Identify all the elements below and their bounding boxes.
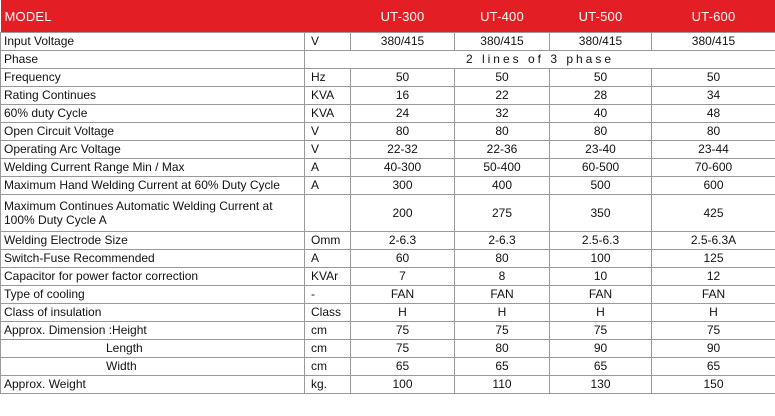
row-value: 80	[550, 123, 652, 141]
row-value: 65	[351, 358, 455, 376]
row-value: 425	[652, 195, 775, 232]
row-value: 380/415	[455, 33, 550, 51]
row-value: 65	[455, 358, 550, 376]
row-unit: A	[305, 159, 351, 177]
row-unit: Class	[305, 304, 351, 322]
row-input-voltage	[1, 33, 775, 51]
row-label: Switch-Fuse Recommended	[1, 250, 305, 268]
row-value: 75	[652, 322, 775, 340]
row-value: 100	[550, 250, 652, 268]
row-label: Approx. Dimension :Height	[1, 322, 305, 340]
row-label: Frequency	[1, 69, 305, 87]
row-value: 70-600	[652, 159, 775, 177]
row-label: Input Voltage	[1, 33, 305, 51]
row-value: 22	[455, 87, 550, 105]
row-label: Length	[1, 340, 305, 358]
row-value: 50	[455, 69, 550, 87]
model-ut-600-header: UT-600	[652, 0, 775, 33]
row-value: 23-40	[550, 141, 652, 159]
row-label: Open Circuit Voltage	[1, 123, 305, 141]
row-value: 2.5-6.3A	[652, 232, 775, 250]
row-unit: Hz	[305, 69, 351, 87]
row-unit: cm	[305, 322, 351, 340]
row-unit: Omm	[305, 232, 351, 250]
row-value: 60-500	[550, 159, 652, 177]
row-label: 60% duty Cycle	[1, 105, 305, 123]
row-value: 28	[550, 87, 652, 105]
row-span-value: 2 lines of 3 phase	[305, 51, 775, 69]
row-label: Width	[1, 358, 305, 376]
row-value: 110	[455, 376, 550, 394]
row-unit: V	[305, 141, 351, 159]
row-value: 300	[351, 177, 455, 195]
row-value: 125	[652, 250, 775, 268]
row-label: Maximum Hand Welding Current at 60% Duty Cycle	[1, 177, 305, 195]
row-unit: V	[305, 123, 351, 141]
row-phase	[1, 51, 775, 69]
row-value: 2.5-6.3	[550, 232, 652, 250]
row-value: 40	[550, 105, 652, 123]
row-welding-current-range	[1, 159, 775, 177]
row-label: Phase	[1, 51, 305, 69]
row-label: Approx. Weight	[1, 376, 305, 394]
row-value: 100	[351, 376, 455, 394]
row-max-auto-welding-current	[1, 195, 775, 232]
row-value: 40-300	[351, 159, 455, 177]
row-unit	[305, 195, 351, 232]
row-value: 380/415	[652, 33, 775, 51]
row-value: 80	[351, 123, 455, 141]
row-value: 80	[455, 250, 550, 268]
row-unit: cm	[305, 340, 351, 358]
row-type-of-cooling	[1, 286, 775, 304]
row-value: H	[652, 304, 775, 322]
row-value: 80	[455, 340, 550, 358]
row-value: FAN	[455, 286, 550, 304]
row-frequency	[1, 69, 775, 87]
row-value: 90	[652, 340, 775, 358]
row-value: 600	[652, 177, 775, 195]
row-value: 50	[652, 69, 775, 87]
row-approx-weight	[1, 376, 775, 394]
row-welding-electrode-size	[1, 232, 775, 250]
unit-header	[305, 0, 351, 33]
row-max-hand-welding-current	[1, 177, 775, 195]
row-value: 16	[351, 87, 455, 105]
row-value: 150	[652, 376, 775, 394]
row-value: 50	[351, 69, 455, 87]
row-value: H	[351, 304, 455, 322]
row-value: 2-6.3	[455, 232, 550, 250]
row-value: 75	[351, 322, 455, 340]
model-ut-400-header: UT-400	[455, 0, 550, 33]
row-value: 65	[550, 358, 652, 376]
row-capacitor	[1, 268, 775, 286]
row-value: 50	[550, 69, 652, 87]
row-value: 400	[455, 177, 550, 195]
row-unit: KVAr	[305, 268, 351, 286]
row-operating-arc-voltage	[1, 141, 775, 159]
row-value: 80	[652, 123, 775, 141]
row-value: 350	[550, 195, 652, 232]
row-label: Welding Electrode Size	[1, 232, 305, 250]
row-switch-fuse	[1, 250, 775, 268]
row-dimension-length	[1, 340, 775, 358]
header-row	[1, 0, 775, 33]
row-duty-cycle-60	[1, 105, 775, 123]
row-value: 275	[455, 195, 550, 232]
model-ut-300-header: UT-300	[351, 0, 455, 33]
row-value: FAN	[351, 286, 455, 304]
row-value: H	[550, 304, 652, 322]
row-label: Capacitor for power factor correction	[1, 268, 305, 286]
row-unit: A	[305, 250, 351, 268]
row-value: H	[455, 304, 550, 322]
row-label: Rating Continues	[1, 87, 305, 105]
row-label: Type of cooling	[1, 286, 305, 304]
row-value: 500	[550, 177, 652, 195]
row-value: 380/415	[351, 33, 455, 51]
row-value: 12	[652, 268, 775, 286]
row-value: 8	[455, 268, 550, 286]
row-label: Operating Arc Voltage	[1, 141, 305, 159]
row-value: 130	[550, 376, 652, 394]
row-label: Class of insulation	[1, 304, 305, 322]
row-value: 34	[652, 87, 775, 105]
row-value: FAN	[550, 286, 652, 304]
row-value: 2-6.3	[351, 232, 455, 250]
model-ut-500-header: UT-500	[550, 0, 652, 33]
row-unit: KVA	[305, 87, 351, 105]
row-unit: V	[305, 33, 351, 51]
row-value: 48	[652, 105, 775, 123]
row-unit: -	[305, 286, 351, 304]
row-label: Welding Current Range Min / Max	[1, 159, 305, 177]
row-value: 75	[351, 340, 455, 358]
row-value: 60	[351, 250, 455, 268]
row-value: 10	[550, 268, 652, 286]
row-value: FAN	[652, 286, 775, 304]
row-unit: kg.	[305, 376, 351, 394]
row-value: 380/415	[550, 33, 652, 51]
row-value: 50-400	[455, 159, 550, 177]
row-value: 65	[652, 358, 775, 376]
row-value: 32	[455, 105, 550, 123]
row-open-circuit-voltage	[1, 123, 775, 141]
row-dimension-width	[1, 358, 775, 376]
row-unit: A	[305, 177, 351, 195]
row-value: 90	[550, 340, 652, 358]
row-rating-continues	[1, 87, 775, 105]
row-unit: cm	[305, 358, 351, 376]
row-value: 24	[351, 105, 455, 123]
row-class-of-insulation	[1, 304, 775, 322]
row-value: 22-36	[455, 141, 550, 159]
row-value: 75	[455, 322, 550, 340]
row-value: 23-44	[652, 141, 775, 159]
row-label: Maximum Continues Automatic Welding Current at 100% Duty Cycle A	[1, 195, 305, 232]
row-value: 7	[351, 268, 455, 286]
row-value: 75	[550, 322, 652, 340]
model-header: MODEL	[1, 0, 305, 33]
row-value: 22-32	[351, 141, 455, 159]
row-dimension-height	[1, 322, 775, 340]
row-value: 80	[455, 123, 550, 141]
row-value: 200	[351, 195, 455, 232]
row-unit: KVA	[305, 105, 351, 123]
